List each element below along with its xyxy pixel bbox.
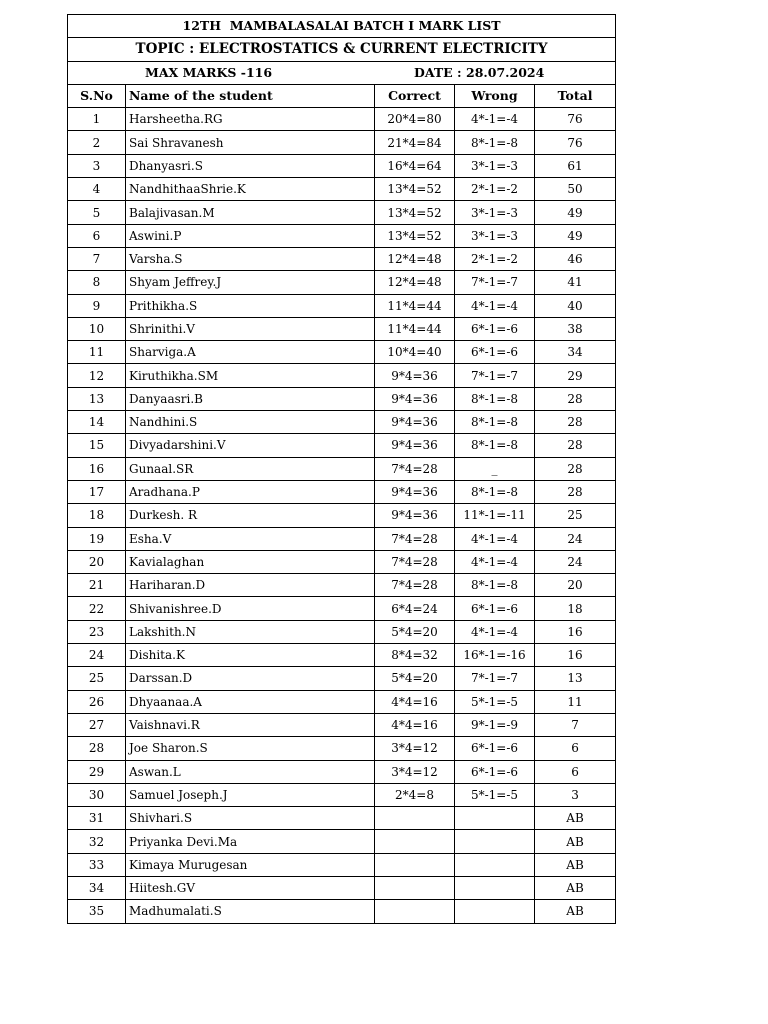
cell-total: AB: [535, 876, 616, 899]
cell-correct: 9*4=36: [375, 504, 455, 527]
table-row: [68, 620, 616, 643]
cell-student-name: Vaishnavi.R: [126, 713, 375, 736]
cell-sno: 6: [68, 224, 126, 247]
cell-sno: 29: [68, 760, 126, 783]
cell-correct: 13*4=52: [375, 201, 455, 224]
title-row: [68, 15, 616, 38]
cell-sno: 2: [68, 131, 126, 154]
meta-row: [68, 61, 616, 84]
cell-total: 34: [535, 341, 616, 364]
cell-total: 6: [535, 737, 616, 760]
cell-wrong: 4*-1=-4: [455, 108, 535, 131]
cell-total: 20: [535, 574, 616, 597]
cell-correct: 9*4=36: [375, 411, 455, 434]
cell-student-name: Kimaya Murugesan: [126, 853, 375, 876]
cell-sno: 27: [68, 713, 126, 736]
table-row: [68, 247, 616, 270]
cell-correct: [375, 830, 455, 853]
cell-student-name: Darssan.D: [126, 667, 375, 690]
cell-student-name: Dhanyasri.S: [126, 154, 375, 177]
cell-total: AB: [535, 830, 616, 853]
cell-sno: 31: [68, 807, 126, 830]
cell-sno: 16: [68, 457, 126, 480]
cell-sno: 8: [68, 271, 126, 294]
table-row: [68, 294, 616, 317]
cell-sno: 10: [68, 317, 126, 340]
table-row: [68, 900, 616, 923]
cell-wrong: 11*-1=-11: [455, 504, 535, 527]
table-row: [68, 457, 616, 480]
table-row: [68, 527, 616, 550]
cell-correct: 5*4=20: [375, 620, 455, 643]
cell-total: 28: [535, 411, 616, 434]
cell-student-name: Dishita.K: [126, 644, 375, 667]
cell-student-name: Hariharan.D: [126, 574, 375, 597]
cell-correct: 7*4=28: [375, 527, 455, 550]
cell-total: 76: [535, 131, 616, 154]
cell-wrong: 6*-1=-6: [455, 597, 535, 620]
cell-correct: [375, 900, 455, 923]
sheet-title: 12TH MAMBALASALAI BATCH I MARK LIST: [68, 15, 616, 38]
cell-wrong: 7*-1=-7: [455, 364, 535, 387]
student-rows: [68, 108, 616, 923]
col-header-sno: S.No: [68, 84, 126, 107]
cell-correct: 11*4=44: [375, 317, 455, 340]
cell-sno: 26: [68, 690, 126, 713]
cell-sno: 34: [68, 876, 126, 899]
cell-correct: [375, 853, 455, 876]
cell-correct: 12*4=48: [375, 271, 455, 294]
cell-total: 7: [535, 713, 616, 736]
cell-wrong: 2*-1=-2: [455, 178, 535, 201]
cell-total: 49: [535, 201, 616, 224]
cell-student-name: Nandhini.S: [126, 411, 375, 434]
cell-total: 41: [535, 271, 616, 294]
column-header-row: [68, 84, 616, 107]
cell-total: 76: [535, 108, 616, 131]
topic-heading: TOPIC : ELECTROSTATICS & CURRENT ELECTRICITY: [68, 38, 616, 61]
cell-sno: 28: [68, 737, 126, 760]
cell-wrong: 4*-1=-4: [455, 620, 535, 643]
cell-sno: 18: [68, 504, 126, 527]
table-row: [68, 108, 616, 131]
cell-student-name: Harsheetha.RG: [126, 108, 375, 131]
cell-total: AB: [535, 807, 616, 830]
cell-total: 61: [535, 154, 616, 177]
cell-correct: 4*4=16: [375, 713, 455, 736]
cell-total: 6: [535, 760, 616, 783]
cell-total: 50: [535, 178, 616, 201]
cell-sno: 33: [68, 853, 126, 876]
table-row: [68, 667, 616, 690]
col-header-wrong: Wrong: [455, 84, 535, 107]
cell-correct: [375, 876, 455, 899]
cell-total: 16: [535, 620, 616, 643]
table-row: [68, 411, 616, 434]
cell-student-name: Priyanka Devi.Ma: [126, 830, 375, 853]
table-row: [68, 760, 616, 783]
cell-sno: 5: [68, 201, 126, 224]
cell-correct: 3*4=12: [375, 760, 455, 783]
table-row: [68, 131, 616, 154]
cell-student-name: Shyam Jeffrey.J: [126, 271, 375, 294]
cell-total: 29: [535, 364, 616, 387]
cell-wrong: 8*-1=-8: [455, 434, 535, 457]
cell-total: 40: [535, 294, 616, 317]
cell-total: AB: [535, 853, 616, 876]
cell-sno: 25: [68, 667, 126, 690]
cell-student-name: NandhithaaShrie.K: [126, 178, 375, 201]
cell-correct: 4*4=16: [375, 690, 455, 713]
cell-correct: [375, 807, 455, 830]
table-row: [68, 597, 616, 620]
table-row: [68, 713, 616, 736]
table-row: [68, 550, 616, 573]
cell-total: 28: [535, 480, 616, 503]
table-row: [68, 574, 616, 597]
cell-correct: 3*4=12: [375, 737, 455, 760]
cell-total: 46: [535, 247, 616, 270]
cell-sno: 15: [68, 434, 126, 457]
cell-correct: 16*4=64: [375, 154, 455, 177]
cell-wrong: 8*-1=-8: [455, 387, 535, 410]
cell-wrong: [455, 830, 535, 853]
table-row: [68, 387, 616, 410]
table-row: [68, 224, 616, 247]
cell-sno: 3: [68, 154, 126, 177]
cell-correct: 8*4=32: [375, 644, 455, 667]
cell-wrong: 5*-1=-5: [455, 690, 535, 713]
cell-wrong: 9*-1=-9: [455, 713, 535, 736]
cell-total: 38: [535, 317, 616, 340]
cell-correct: 6*4=24: [375, 597, 455, 620]
table-row: [68, 807, 616, 830]
cell-correct: 10*4=40: [375, 341, 455, 364]
cell-total: 28: [535, 457, 616, 480]
table-row: [68, 737, 616, 760]
cell-wrong: 16*-1=-16: [455, 644, 535, 667]
cell-student-name: Hiitesh.GV: [126, 876, 375, 899]
cell-wrong: [455, 900, 535, 923]
cell-correct: 7*4=28: [375, 457, 455, 480]
cell-wrong: 6*-1=-6: [455, 317, 535, 340]
table-row: [68, 178, 616, 201]
cell-wrong: 3*-1=-3: [455, 224, 535, 247]
cell-sno: 9: [68, 294, 126, 317]
cell-student-name: Esha.V: [126, 527, 375, 550]
cell-correct: 2*4=8: [375, 783, 455, 806]
cell-wrong: 4*-1=-4: [455, 550, 535, 573]
table-row: [68, 644, 616, 667]
cell-sno: 24: [68, 644, 126, 667]
cell-correct: 21*4=84: [375, 131, 455, 154]
cell-sno: 23: [68, 620, 126, 643]
cell-correct: 5*4=20: [375, 667, 455, 690]
cell-student-name: Gunaal.SR: [126, 457, 375, 480]
cell-total: 13: [535, 667, 616, 690]
cell-wrong: [455, 876, 535, 899]
cell-student-name: Divyadarshini.V: [126, 434, 375, 457]
cell-wrong: 3*-1=-3: [455, 201, 535, 224]
cell-wrong: 7*-1=-7: [455, 667, 535, 690]
col-header-name: Name of the student: [126, 84, 375, 107]
cell-total: 11: [535, 690, 616, 713]
col-header-total: Total: [535, 84, 616, 107]
cell-wrong: 8*-1=-8: [455, 574, 535, 597]
cell-correct: 11*4=44: [375, 294, 455, 317]
cell-student-name: Aradhana.P: [126, 480, 375, 503]
cell-student-name: Joe Sharon.S: [126, 737, 375, 760]
cell-correct: 7*4=28: [375, 574, 455, 597]
table-row: [68, 201, 616, 224]
cell-student-name: Samuel Joseph.J: [126, 783, 375, 806]
cell-student-name: Danyaasri.B: [126, 387, 375, 410]
cell-correct: 20*4=80: [375, 108, 455, 131]
topic-row: [68, 38, 616, 61]
table-row: [68, 434, 616, 457]
cell-sno: 13: [68, 387, 126, 410]
table-row: [68, 317, 616, 340]
cell-sno: 35: [68, 900, 126, 923]
cell-total: 3: [535, 783, 616, 806]
cell-sno: 7: [68, 247, 126, 270]
cell-correct: 9*4=36: [375, 480, 455, 503]
cell-sno: 21: [68, 574, 126, 597]
cell-student-name: Lakshith.N: [126, 620, 375, 643]
cell-wrong: 6*-1=-6: [455, 760, 535, 783]
cell-correct: 9*4=36: [375, 364, 455, 387]
table-row: [68, 853, 616, 876]
table-row: [68, 504, 616, 527]
cell-sno: 11: [68, 341, 126, 364]
cell-total: 24: [535, 527, 616, 550]
cell-student-name: Aswini.P: [126, 224, 375, 247]
cell-student-name: Kiruthikha.SM: [126, 364, 375, 387]
cell-wrong: [455, 853, 535, 876]
cell-student-name: Varsha.S: [126, 247, 375, 270]
table-row: [68, 876, 616, 899]
table-row: [68, 690, 616, 713]
table-row: [68, 480, 616, 503]
table-row: [68, 364, 616, 387]
cell-sno: 20: [68, 550, 126, 573]
cell-correct: 7*4=28: [375, 550, 455, 573]
cell-wrong: 6*-1=-6: [455, 341, 535, 364]
cell-student-name: Prithikha.S: [126, 294, 375, 317]
cell-total: 28: [535, 434, 616, 457]
cell-student-name: Sharviga.A: [126, 341, 375, 364]
cell-student-name: Shivhari.S: [126, 807, 375, 830]
cell-total: AB: [535, 900, 616, 923]
cell-wrong: 8*-1=-8: [455, 480, 535, 503]
cell-wrong: [455, 807, 535, 830]
cell-wrong: 3*-1=-3: [455, 154, 535, 177]
cell-correct: 9*4=36: [375, 387, 455, 410]
table-row: [68, 154, 616, 177]
table-row: [68, 830, 616, 853]
cell-wrong: 7*-1=-7: [455, 271, 535, 294]
cell-total: 18: [535, 597, 616, 620]
cell-sno: 1: [68, 108, 126, 131]
cell-student-name: Kavialaghan: [126, 550, 375, 573]
max-marks: MAX MARKS -116: [145, 64, 273, 80]
cell-sno: 30: [68, 783, 126, 806]
cell-sno: 12: [68, 364, 126, 387]
cell-sno: 19: [68, 527, 126, 550]
cell-sno: 17: [68, 480, 126, 503]
cell-wrong: 5*-1=-5: [455, 783, 535, 806]
table-row: [68, 341, 616, 364]
cell-sno: 22: [68, 597, 126, 620]
col-header-correct: Correct: [375, 84, 455, 107]
cell-student-name: Shrinithi.V: [126, 317, 375, 340]
cell-total: 49: [535, 224, 616, 247]
cell-wrong: 4*-1=-4: [455, 294, 535, 317]
cell-student-name: Aswan.L: [126, 760, 375, 783]
cell-total: 16: [535, 644, 616, 667]
cell-wrong: _: [455, 457, 535, 480]
exam-date: DATE : 28.07.2024: [414, 64, 545, 80]
table-row: [68, 783, 616, 806]
cell-correct: 9*4=36: [375, 434, 455, 457]
cell-student-name: Durkesh. R: [126, 504, 375, 527]
cell-correct: 13*4=52: [375, 224, 455, 247]
cell-sno: 4: [68, 178, 126, 201]
mark-list-table: [67, 14, 616, 924]
cell-student-name: Dhyaanaa.A: [126, 690, 375, 713]
cell-wrong: 6*-1=-6: [455, 737, 535, 760]
cell-correct: 12*4=48: [375, 247, 455, 270]
cell-student-name: Balajivasan.M: [126, 201, 375, 224]
cell-correct: 13*4=52: [375, 178, 455, 201]
cell-student-name: Sai Shravanesh: [126, 131, 375, 154]
table-row: [68, 271, 616, 294]
cell-wrong: 2*-1=-2: [455, 247, 535, 270]
cell-total: 28: [535, 387, 616, 410]
cell-student-name: Madhumalati.S: [126, 900, 375, 923]
cell-wrong: 8*-1=-8: [455, 411, 535, 434]
cell-sno: 14: [68, 411, 126, 434]
cell-total: 25: [535, 504, 616, 527]
cell-sno: 32: [68, 830, 126, 853]
cell-wrong: 8*-1=-8: [455, 131, 535, 154]
cell-wrong: 4*-1=-4: [455, 527, 535, 550]
cell-total: 24: [535, 550, 616, 573]
cell-student-name: Shivanishree.D: [126, 597, 375, 620]
